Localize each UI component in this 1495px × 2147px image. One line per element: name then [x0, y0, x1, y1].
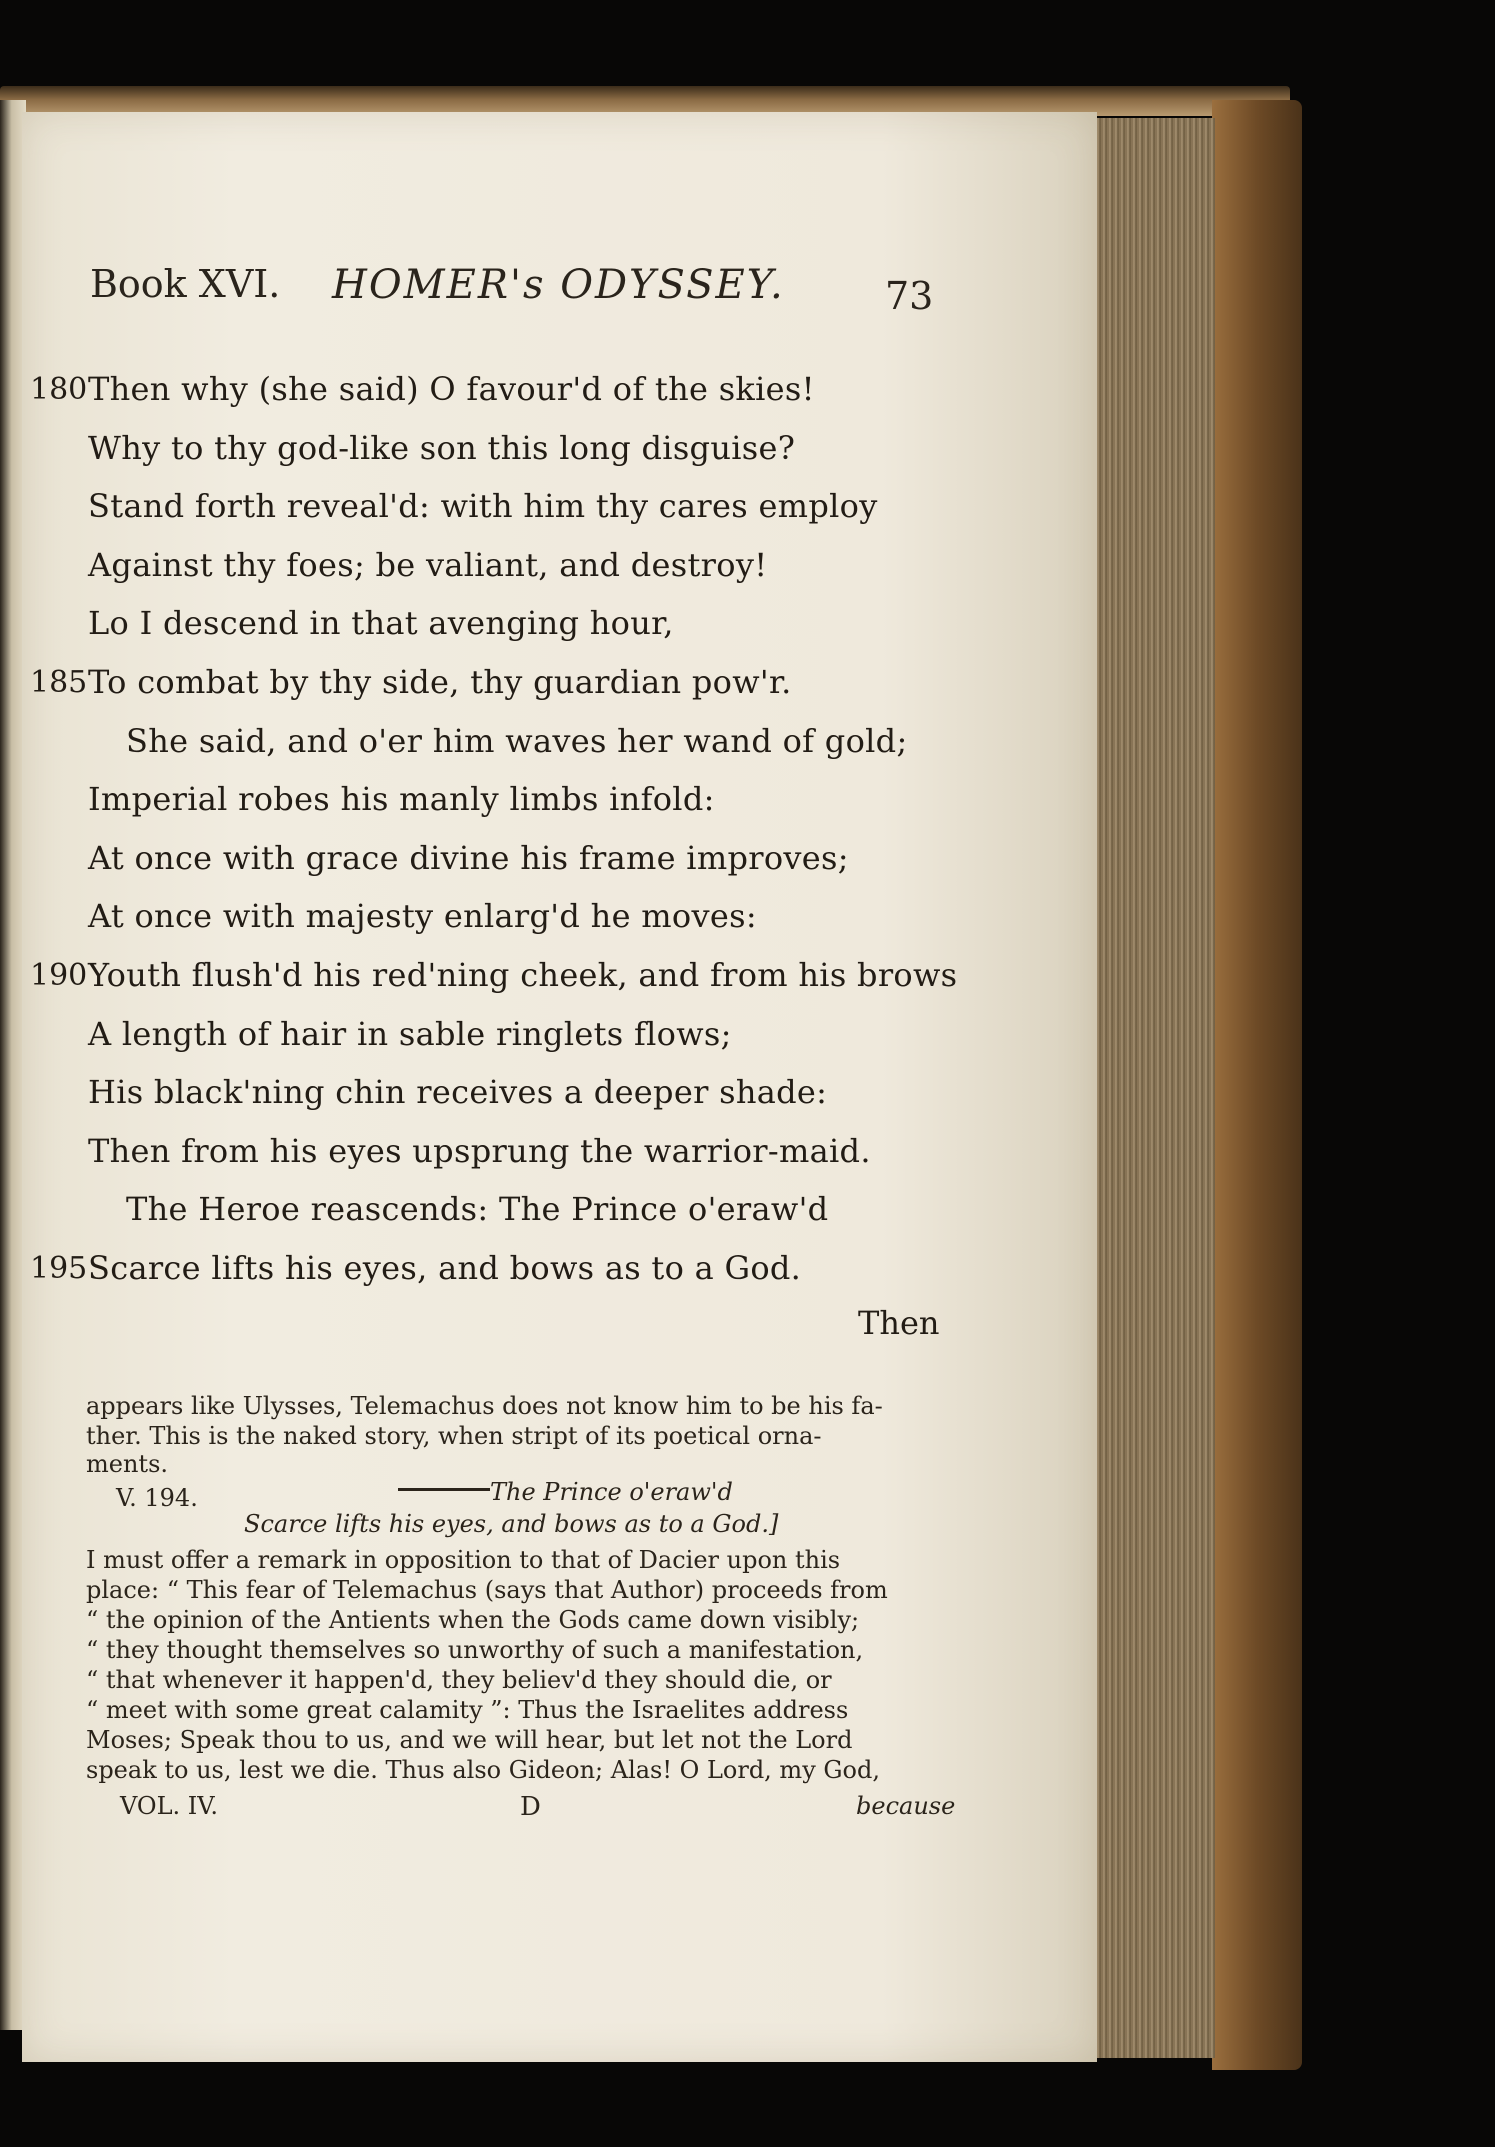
- verse-line: At once with grace divine his frame improves;: [88, 839, 849, 877]
- footer-catchword: because: [856, 1792, 956, 1820]
- note-line: speak to us, lest we die. Thus also Gideon; Alas! O Lord, my God,: [86, 1756, 880, 1784]
- verse-line: Then why (she said) O favour'd of the skies!: [88, 370, 815, 408]
- note-line: “ they thought themselves so unworthy of such a manifestation,: [86, 1636, 864, 1664]
- verse-line: Youth flush'd his red'ning cheek, and from his brows: [88, 956, 958, 994]
- line-number: 195: [30, 1251, 88, 1286]
- signature-mark: D: [520, 1792, 541, 1822]
- volume-mark: VOL. IV.: [120, 1792, 219, 1820]
- line-number: 190: [30, 958, 88, 993]
- header-title: HOMER's ODYSSEY.: [332, 262, 785, 308]
- catchword: Then: [858, 1304, 940, 1342]
- note-line: “ meet with some great calamity ”: Thus the Israelites address: [86, 1696, 849, 1724]
- note-line: Moses; Speak thou to us, and we will hear, but let not the Lord: [86, 1726, 853, 1754]
- verse-line: Imperial robes his manly limbs infold:: [88, 780, 715, 818]
- verse-line: To combat by thy side, thy guardian pow'r.: [88, 663, 792, 701]
- note-line: ther. This is the naked story, when stript of its poetical orna-: [86, 1422, 822, 1450]
- line-number: 180: [30, 372, 88, 407]
- verse-line: Against thy foes; be valiant, and destroy!: [88, 546, 768, 584]
- verse-line: She said, and o'er him waves her wand of gold;: [126, 722, 908, 760]
- verse-line: His black'ning chin receives a deeper shade:: [88, 1073, 828, 1111]
- verse-line: A length of hair in sable ringlets flows;: [88, 1015, 732, 1053]
- verse-line: At once with majesty enlarg'd he moves:: [88, 897, 757, 935]
- book-cover-edge: [1212, 100, 1302, 2070]
- verse-line: Why to thy god-like son this long disguise?: [88, 429, 796, 467]
- note-line: ments.: [86, 1450, 169, 1478]
- line-number: 185: [30, 665, 88, 700]
- note-line: place: “ This fear of Telemachus (says that Author) proceeds from: [86, 1576, 888, 1604]
- verse-line: Scarce lifts his eyes, and bows as to a God.: [88, 1249, 802, 1287]
- page-fore-edge: [1090, 118, 1215, 2058]
- note-line: “ that whenever it happen'd, they believ'd they should die, or: [86, 1666, 832, 1694]
- note-line: appears like Ulysses, Telemachus does not know him to be his fa-: [86, 1392, 883, 1420]
- note-line: I must offer a remark in opposition to that of Dacier upon this: [86, 1546, 841, 1574]
- note-line: “ the opinion of the Antients when the Gods came down visibly;: [86, 1606, 860, 1634]
- note-ref: V. 194.: [116, 1484, 198, 1512]
- verse-line: Then from his eyes upsprung the warrior-maid.: [88, 1132, 871, 1170]
- verse-line: Lo I descend in that avenging hour,: [88, 604, 674, 642]
- header-book: Book XVI.: [90, 262, 281, 306]
- verse-line: The Heroe reascends: The Prince o'eraw'd: [126, 1190, 829, 1228]
- dash-rule: [398, 1488, 490, 1491]
- note-quote: The Prince o'eraw'd: [490, 1478, 733, 1506]
- page-number: 73: [885, 274, 934, 318]
- note-quote: Scarce lifts his eyes, and bows as to a God.]: [244, 1510, 779, 1538]
- running-header: [90, 262, 950, 322]
- verse-line: Stand forth reveal'd: with him thy cares employ: [88, 487, 878, 525]
